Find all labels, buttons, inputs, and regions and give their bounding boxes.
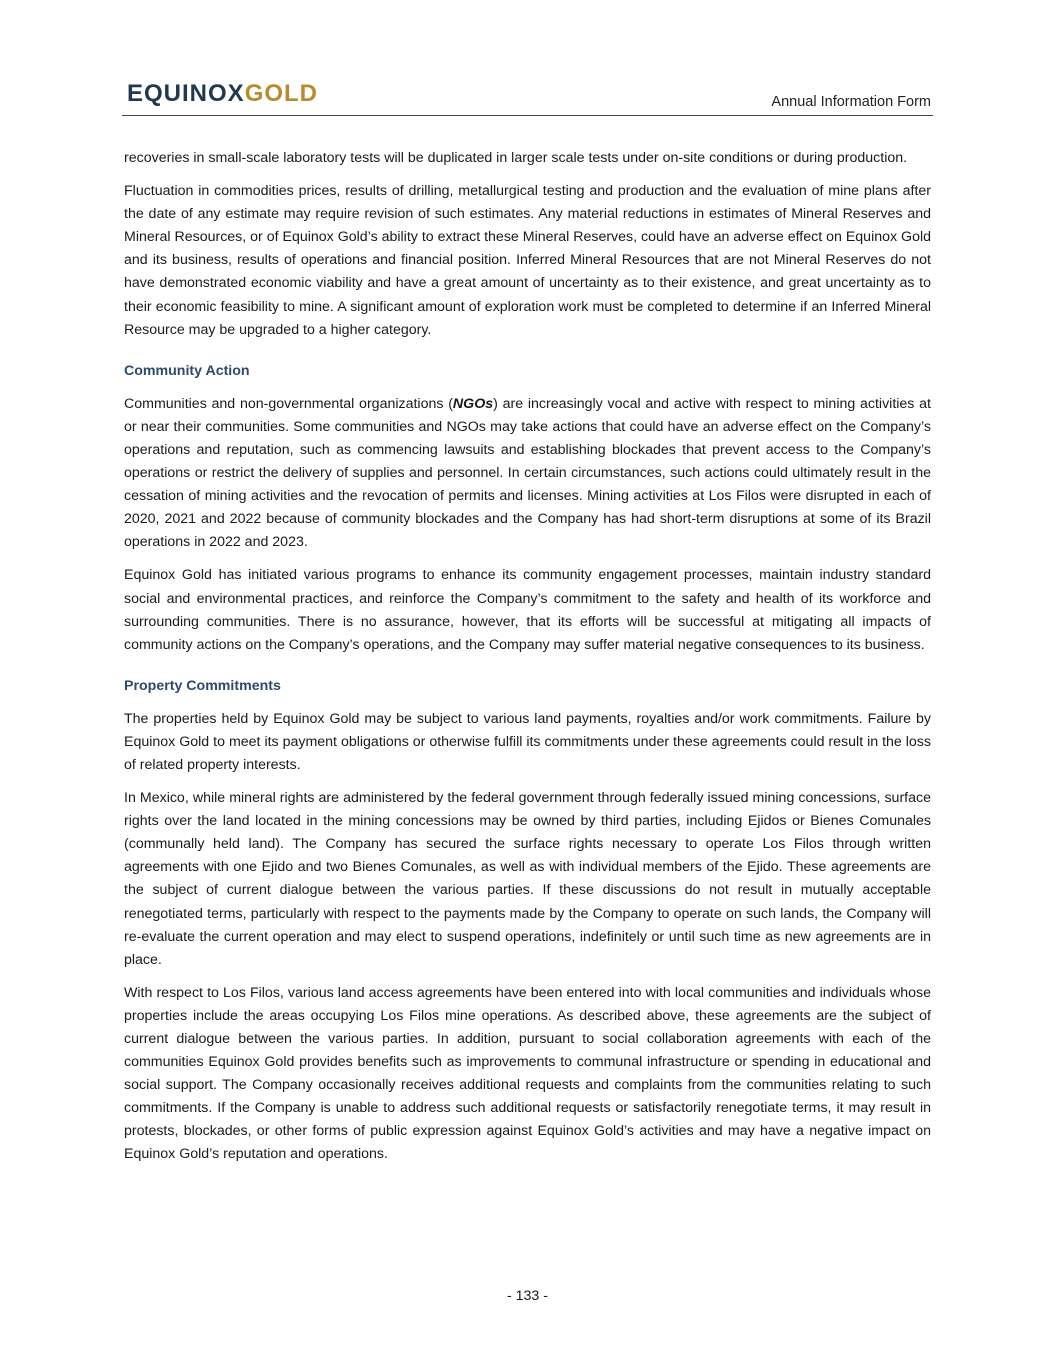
paragraph: recoveries in small-scale laboratory tests will be duplicated in larger scale tests under on-site conditions or during production. <box>124 150 908 166</box>
header-divider <box>122 115 933 116</box>
paragraph: In Mexico, while mineral rights are administered by the federal government through federally issued mining concessions, surface rights over the land located in the mining concessions may be owned by third parties, including Ejidos or Bienes Comunales (communally held land). The Company has secured the surface rights necessary to operate Los Filos through written agreements with one Ejido and two Bienes Comunales, as well as with individual members of the Ejido. These agreements are the subject of current dialogue between the various parties. If these discussions do not result in mutually acceptable renegotiated terms, particularly with respect to the payments made by the Company to operate on such lands, the Company will re-evaluate the current operation and may elect to suspend operations, indefinitely or until such time as new agreements are in place. <box>124 790 931 968</box>
section-heading-property-commitments: Property Commitments <box>124 677 281 694</box>
equinox-gold-logo <box>127 80 318 108</box>
logo-text-gold: GOLD <box>244 80 319 107</box>
paragraph: With respect to Los Filos, various land access agreements have been entered into with local communities and individuals whose properties include the areas occupying Los Filos mine operations. As described above, these agreements are the subject of current dialogue between the various parties. In addition, pursuant to social collaboration agreements with each of the communities Equinox Gold provides benefits such as improvements to communal infrastructure or spending in educational and social support. The Company occasionally receives additional requests and complaints from the communities relating to such commitments. If the Company is unable to address such additional requests or satisfactorily renegotiate terms, it may result in protests, blockades, or other forms of public expression against Equinox Gold’s activities and may have a negative impact on Equinox Gold’s reputation and operations. <box>124 984 931 1163</box>
logo-text-equinox: EQUINOX <box>127 80 245 107</box>
paragraph <box>124 393 931 555</box>
paragraph: Equinox Gold has initiated various programs to enhance its community engagement processes, maintain industry standard social and environmental practices, and reinforce the Company’s commitment to the safety and health of its workforce and surrounding communities. There is no assurance, however, that its efforts will be successful at mitigating all impacts of community actions on the Company’s operations, and the Company may suffer material negative consequences to its business. <box>124 567 931 653</box>
page-number: - 133 - <box>506 1288 548 1304</box>
document-body <box>124 147 931 1177</box>
text: Communities and non-governmental organizations ( <box>124 395 453 412</box>
document-title: Annual Information Form <box>771 94 931 110</box>
paragraph: Fluctuation in commodities prices, results of drilling, metallurgical testing and production and the evaluation of mine plans after the date of any estimate may require revision of such estimates. Any material reductions in estimates of Mineral Reserves and Mineral Resources, or of Equinox Gold’s ability to extract these Mineral Reserves, could have an adverse effect on Equinox Gold and its business, results of operations and financial position. Inferred Mineral Resources that are not Mineral Reserves do not have demonstrated economic viability and have a great amount of uncertainty as to their existence, and great uncertainty as to their economic feasibility to mine. A significant amount of exploration work must be completed to determine if an Inferred Mineral Resource may be upgraded to a higher category. <box>124 183 932 338</box>
defined-term: NGOs <box>452 395 494 412</box>
section-heading-community-action: Community Action <box>124 362 250 379</box>
paragraph: The properties held by Equinox Gold may be subject to various land payments, royalties and/or work commitments. Failure by Equinox Gold to meet its payment obligations or otherwise fulfill its commitments under these agreements could result in the loss of related property interests. <box>124 710 931 773</box>
text: ) are increasingly vocal and active with respect to mining activities at or near their communities. Some communities and NGOs may take actions that could have an adverse effect on the Company’s operations and reputation, such as commencing lawsuits and establishing blockades that prevent access to the Company’s operations or restrict the delivery of supplies and personnel. In certain circumstances, such actions could ultimately result in the cessation of mining activities and the revocation of permits and licenses. Mining activities at Los Filos were disrupted in each of 2020, 2021 and 2022 because of community blockades and the Company has had short-term disruptions at some of its Brazil operations in 2022 and 2023. <box>124 395 931 551</box>
